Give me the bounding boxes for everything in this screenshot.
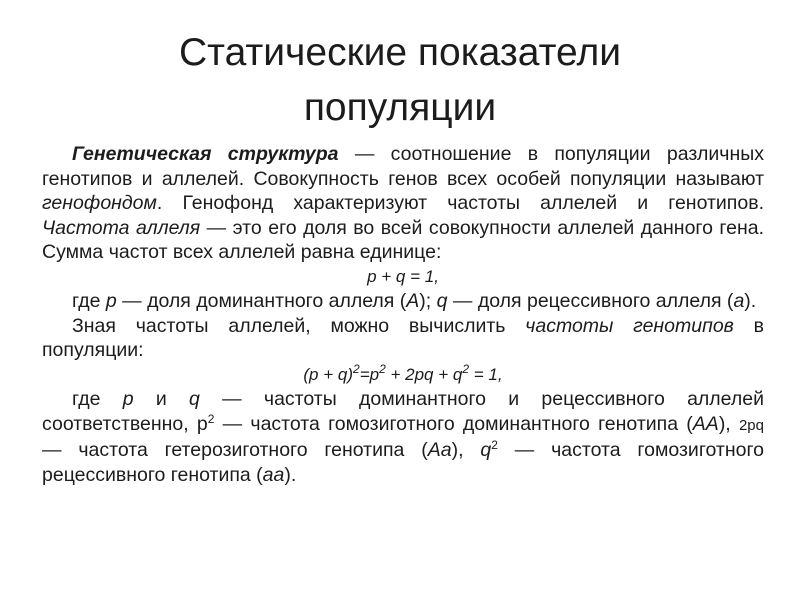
symbol-p: p [122, 388, 134, 410]
text: — частота гомозиготного доминантного генотипа ( [214, 412, 693, 435]
genotype-Aa: Аа [427, 439, 452, 461]
text: — частота гомозиготного рецессивного генотипа ( [42, 439, 765, 486]
text: — частоты доминантного и рецессивного аллелей соответственно, p [42, 388, 764, 435]
symbol-A: А [406, 290, 420, 312]
text: Зная частоты аллелей, можно вычислить [72, 314, 526, 337]
text: ), [718, 412, 739, 435]
text: в популяции: [42, 314, 764, 361]
paragraph-genotype-definitions [42, 387, 764, 487]
text: и [133, 388, 190, 410]
text: — соотношение в популяции различных генотипов и аллелей. Совокупность генов всех особей популяции называют [42, 143, 765, 190]
symbol-q: q [436, 290, 448, 312]
text: ), [451, 439, 481, 461]
text: . Генофонд характеризуют частоты аллелей и генотипов. [156, 192, 764, 214]
eq-sup: 2 [462, 361, 470, 376]
eq-sup: 2 [353, 361, 360, 376]
eq-part: = 1, [469, 364, 503, 384]
text: — это его доля во всей совокупности аллелей данного гена. Сумма частот всех аллелей равна единице: [42, 216, 764, 263]
term-allele-frequency: Частота аллеля [42, 216, 201, 239]
text: где [72, 388, 123, 410]
symbol-p: р [105, 290, 117, 312]
slide-title-line1: Статические показатели [178, 31, 621, 74]
genotype-aa: аа [262, 463, 285, 486]
term-genotype-frequencies: частоты генотипов [525, 314, 734, 337]
paragraph-genotype-frequencies [42, 314, 764, 363]
text: ). [744, 290, 757, 312]
text: где [72, 290, 106, 312]
slide-title [0, 25, 800, 135]
text: — доля доминантного аллеля ( [116, 290, 407, 312]
sup: 2 [207, 411, 215, 426]
eq-part: + 2pq + q [385, 364, 463, 384]
eq-part: (p + q) [303, 364, 353, 384]
sup: 2 [491, 438, 498, 452]
term-genetic-structure: Генетическая структура [72, 143, 339, 165]
genotype-AA: АА [692, 412, 719, 435]
equation-allele-sum: p + q = 1, [367, 266, 439, 286]
equation-hardy-weinberg [42, 363, 764, 388]
paragraph-where-pq [42, 289, 764, 314]
slide-title-line2: популяции [303, 86, 497, 129]
symbol-q: q [480, 439, 492, 461]
text: — доля рецессивного аллеля ( [447, 290, 734, 312]
text: ); [419, 290, 437, 312]
symbol-a: а [733, 290, 745, 312]
slide-body [42, 142, 764, 487]
symbol-2pq: 2pq [738, 416, 764, 434]
text: — частота гетерозиготного генотипа ( [42, 439, 428, 461]
symbol-q: q [189, 388, 200, 410]
term-genofond: генофондом [42, 192, 157, 214]
text: ). [284, 463, 297, 486]
paragraph-genetic-structure [42, 142, 764, 265]
eq-sup: 2 [379, 361, 386, 376]
eq-part: =p [359, 364, 380, 384]
